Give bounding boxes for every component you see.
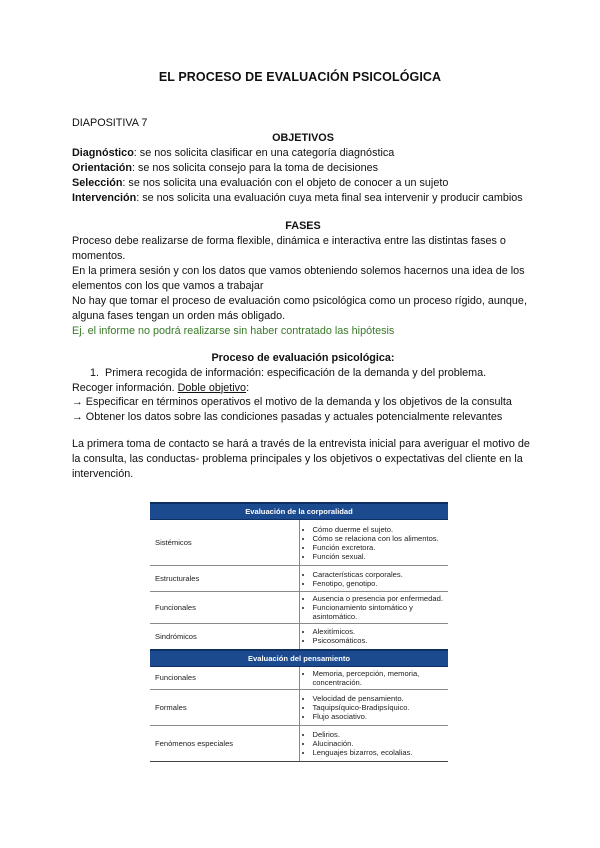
- row-items: [299, 624, 448, 650]
- list-item: • Memoria, percepción, memoria, concentración.: [313, 669, 446, 687]
- row-items: [299, 689, 448, 725]
- evaluation-table: [150, 502, 448, 762]
- row-label: Funcionales: [150, 592, 299, 624]
- list-item: • Fenotipo, genotipo.: [313, 579, 446, 588]
- objetivos-heading: OBJETIVOS: [272, 131, 334, 144]
- arrow-item-1: → Especificar en términos operativos el motivo de la demanda y los objetivos de la consulta: [72, 396, 512, 409]
- list-item: • Alexitímicos.: [313, 627, 446, 636]
- fases-example: Ej. el informe no podrá realizarse sin haber contratado las hipótesis: [72, 324, 395, 337]
- list-item: • Características corporales.: [313, 570, 446, 579]
- objetivo-text: : se nos solicita clasificar en una categoría diagnóstica: [133, 146, 395, 159]
- list-item: • Velocidad de pensamiento.: [313, 694, 446, 703]
- fases-paragraph-2: En la primera sesión y con los datos que vamos obteniendo solemos hacernos una idea de los elementos con los que vamos a trabajar: [72, 265, 525, 293]
- doble-objetivo-link: Doble objetivo: [177, 381, 247, 394]
- list-item: • Función excretora.: [313, 543, 446, 552]
- row-items: [299, 725, 448, 761]
- row-items: [299, 592, 448, 624]
- proceso-heading: Proceso de evaluación psicológica:: [211, 351, 395, 364]
- list-item: • Función sexual.: [313, 552, 446, 561]
- table-row: [150, 566, 448, 592]
- list-item: • Funcionamiento sintomático y asintomático.: [313, 603, 446, 621]
- objetivo-item: [72, 191, 534, 206]
- objetivo-term: Intervención: [72, 191, 137, 204]
- table-row: [150, 520, 448, 566]
- list-item: • Cómo se relaciona con los alimentos.: [313, 534, 446, 543]
- row-items: [299, 566, 448, 592]
- list-item: • Cómo duerme el sujeto.: [313, 525, 446, 534]
- objetivo-text: : se nos solicita una evaluación cuya meta final sea intervenir y producir cambios: [136, 191, 523, 204]
- objetivo-item: [72, 176, 534, 191]
- step-number: 1.: [90, 366, 100, 379]
- row-items: [299, 666, 448, 689]
- row-items: [299, 520, 448, 566]
- row-label: Sistémicos: [150, 520, 299, 566]
- list-item: • Delirios.: [313, 730, 446, 739]
- list-item: • Taquipsíquico-Bradipsíquico.: [313, 703, 446, 712]
- objetivo-term: Orientación: [72, 161, 132, 174]
- step-text: Primera recogida de información: especificación de la demanda y del problema.: [105, 366, 487, 379]
- objetivo-item: [72, 146, 534, 161]
- slide-label: DIAPOSITIVA 7: [72, 117, 148, 129]
- list-item: • Lenguajes bizarros, ecolalias.: [313, 748, 446, 757]
- document-title: EL PROCESO DE EVALUACIÓN PSICOLÓGICA: [158, 70, 442, 84]
- list-item: • Psicosomáticos.: [313, 636, 446, 645]
- row-label: Formales: [150, 689, 299, 725]
- fases-paragraph-3: No hay que tomar el proceso de evaluación como psicológica como un proceso rígido, aunque, alguna fases tengan un orden más obligado.: [72, 294, 527, 322]
- recoger-line: [72, 381, 534, 396]
- row-label: Sindrómicos: [150, 624, 299, 650]
- row-label: Estructurales: [150, 566, 299, 592]
- table-row: [150, 725, 448, 761]
- proceso-paragraph: La primera toma de contacto se hará a través de la entrevista inicial para averiguar el motivo de la consulta, las conductas- problema principales y los objetivos o expectativas del cliente en la intervención.: [72, 438, 530, 481]
- table-row: [150, 592, 448, 624]
- list-item: • Ausencia o presencia por enfermedad.: [313, 594, 446, 603]
- document-body: [72, 116, 534, 482]
- objetivo-term: Selección: [72, 176, 123, 189]
- objetivo-text: : se nos solicita una evaluación con el objeto de conocer a un sujeto: [122, 176, 449, 189]
- proceso-step: [72, 366, 534, 381]
- row-label: Funcionales: [150, 666, 299, 689]
- table-row: [150, 666, 448, 689]
- list-item: • Alucinación.: [313, 739, 446, 748]
- objetivo-item: [72, 161, 534, 176]
- recoger-suffix: :: [246, 381, 250, 394]
- fases-heading: FASES: [285, 220, 321, 233]
- list-item: • Flujo asociativo.: [313, 712, 446, 721]
- arrow-item-2: → Obtener los datos sobre las condiciones pasadas y actuales potencialmente relevantes: [72, 411, 503, 424]
- table-section-header: Evaluación del pensamiento: [150, 650, 448, 667]
- recoger-prefix: Recoger información.: [72, 381, 178, 394]
- row-label: Fenómenos especiales: [150, 725, 299, 761]
- table-row: [150, 689, 448, 725]
- fases-paragraph-1: Proceso debe realizarse de forma flexible, dinámica e interactiva entre las distintas fases o momentos.: [72, 235, 506, 263]
- objetivo-text: : se nos solicita consejo para la toma de decisiones: [132, 161, 379, 174]
- table-section-header: Evaluación de la corporalidad: [150, 503, 448, 520]
- objetivo-term: Diagnóstico: [72, 146, 134, 159]
- table-row: [150, 624, 448, 650]
